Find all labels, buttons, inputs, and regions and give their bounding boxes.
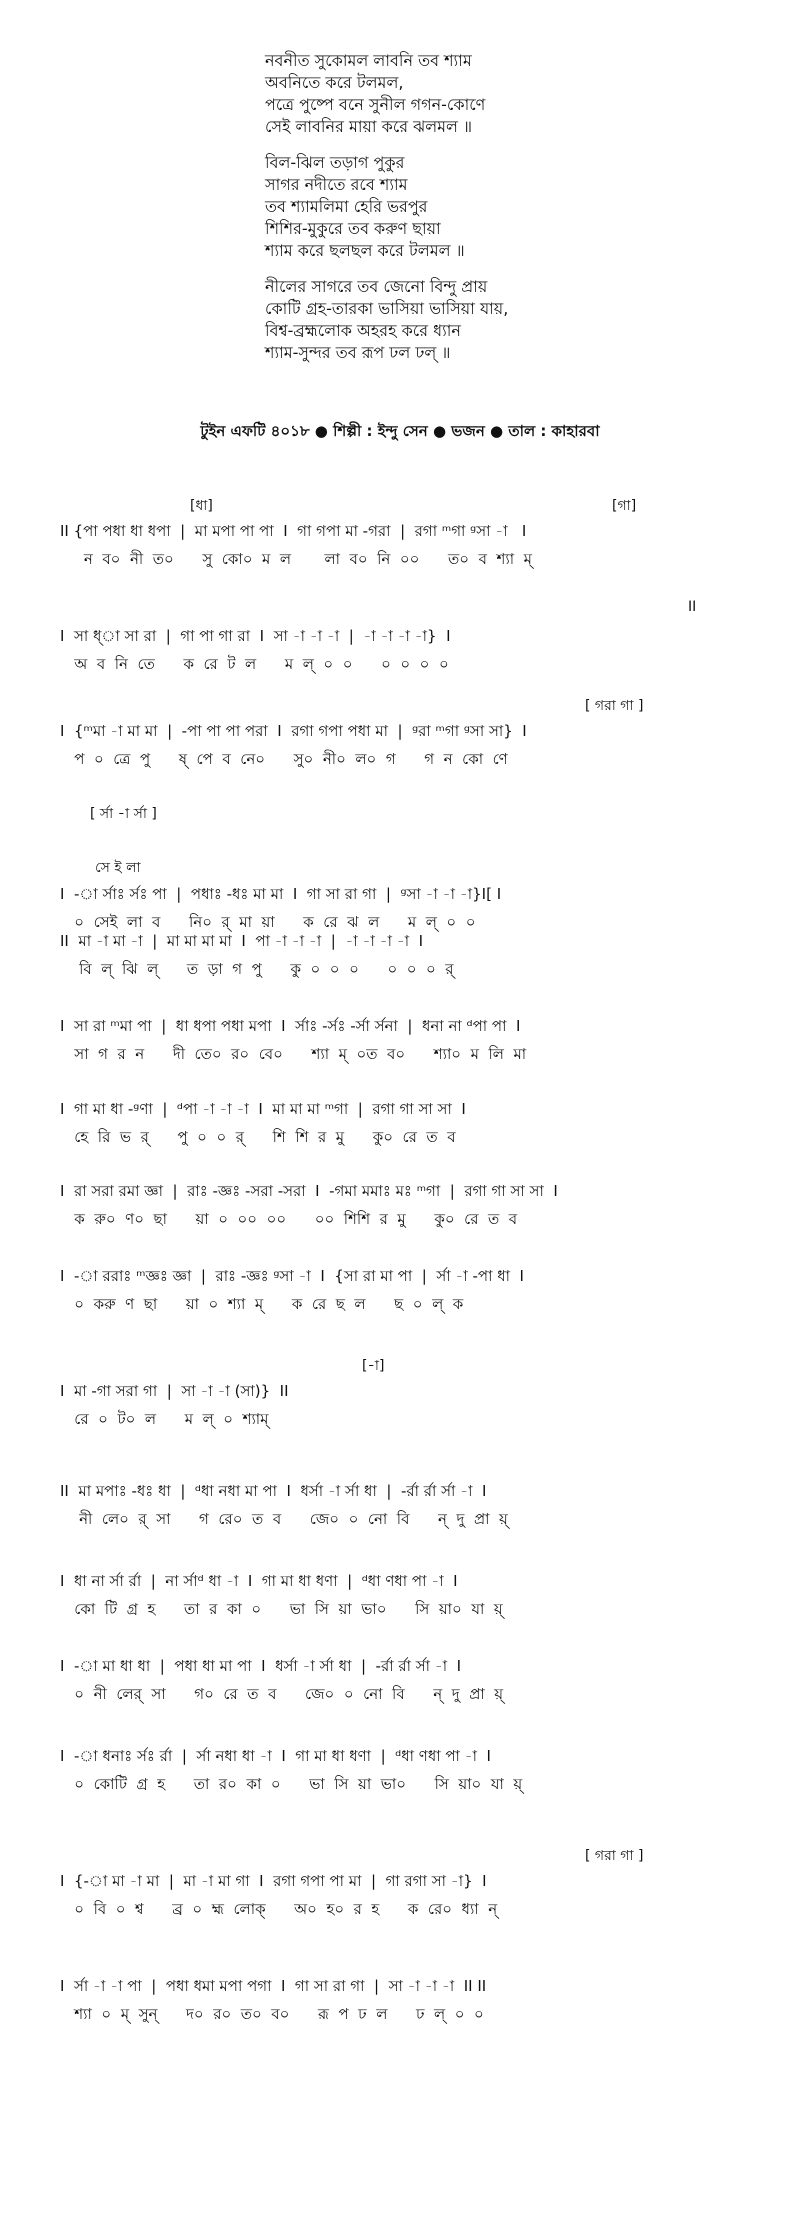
lyric-line: কোটি গ্রহ-তারকা ভাসিয়া ভাসিয়া যায়, [265, 299, 509, 318]
notation-annotation: [ধা] [190, 498, 213, 514]
syllable-line: হে রি ভ র্ পু ০ ০ র্ শি শি র মু কু০ রে ত ব [60, 1128, 456, 1146]
lyric-line: শ্যাম-সুন্দর তব রূপ ঢল ঢল্ ॥ [265, 343, 451, 362]
notation-row [0, 1480, 800, 1570]
swara-line: I গা মা ধা -ᵍণা | ᵈপা -া -া -া I মা মা মা ᵐগা | রগা গা সা সা I [60, 1100, 466, 1118]
stanza [265, 152, 685, 262]
syllable-line: নী লে০ র্ সা গ রে০ ত ব জে০ ০ নো বি ন্ দু প্রা য়্ [60, 1510, 508, 1528]
notation-row [0, 599, 800, 715]
swara-line: I -া র্সাঃ র্সঃ পা | পধাঃ -ধঃ মা মা I গা সা রা গা | ᵍসা -া -া -া}I[ I [60, 885, 502, 903]
swara-line: I -া ররাঃ ᵐজ্ঞঃ জ্ঞা | রাঃ -জ্ঞঃ ᵍসা -া I {সা রা মা পা | র্সা -া -পা ধা I [60, 1267, 524, 1285]
syllable-line: ০ নী লের্ সা গ০ রে ত ব জে০ ০ নো বি ন্ দু প্রা য়্ [60, 1685, 504, 1703]
syllable-line: ০ সেই লা ব নি০ র্ মা য়া ক রে ঝ ল ম ল্ ০ ০ [60, 913, 476, 931]
lyric-line: সেই লাবনির মায়া করে ঝলমল ॥ [265, 117, 473, 136]
swara-line: I ধা না র্সা র্রা | না র্সাᵈ ধা -া I গা মা ধা ধণা | ᵈধা ণধা পা -া I [60, 1572, 458, 1590]
notation-row [0, 1655, 800, 1745]
notation-row [0, 1015, 800, 1105]
lyrics-block [265, 50, 685, 378]
notation-row [0, 1745, 800, 1835]
swara-line: I র্সা -া -া পা | পধা ধমা মপা পগা I গা সা রা গা | সা -া -া -া II II [60, 1977, 487, 1995]
swara-line: I রা সরা রমা জ্ঞা | রাঃ -জ্ঞঃ -সরা -সরা I -গমা মমাঃ মঃ ᵐগা | রগা গা সা সা I [60, 1182, 558, 1200]
notation-row [0, 1180, 800, 1270]
swara-line: II {পা পধা ধা ধপা | মা মপা পা পা I গা গপা মা -গরা | রগা ᵐগা ᵍসা -া I [60, 522, 527, 540]
notation-annotation: [ গরা গা ] [585, 1848, 644, 1864]
notation-row [0, 1098, 800, 1188]
lyric-line: বিল-ঝিল তড়াগ পুকুর [265, 153, 405, 172]
swara-line: I সা ধ্া সা রা | গা পা গা রা I সা -া -া -া | -া -া -া -া} I [60, 627, 451, 645]
syllable-line: ০ কোটি গ্র হ তা র০ কা ০ ভা সি য়া ভা০ সি য়া০ যা য়্ [60, 1775, 523, 1793]
lyric-line: নীলের সাগরে তব জেনো বিন্দু প্রায় [265, 277, 488, 296]
swara-line: II মা -া মা -া | মা মা মা মা I পা -া -া -া | -া -া -া -া I [60, 932, 424, 950]
lyric-line: বিশ্ব-ব্রহ্মলোক অহরহ করে ধ্যান [265, 321, 461, 340]
notation-row [0, 698, 800, 810]
syllable-line: ন ব০ নী ত০ সু কো০ ম ল লা ব০ নি ০০ ত০ ব শ্যা ম্ [60, 550, 532, 568]
lyric-line: তব শ্যামলিমা হেরি ভরপুর [265, 197, 428, 216]
stanza [265, 276, 685, 364]
lyric-line: শিশির-মুকুরে তব করুণ ছায়া [265, 219, 441, 238]
syllable-line: কো টি গ্র হ তা র কা ০ ভা সি য়া ভা০ সি য়া০ যা য়্ [60, 1600, 503, 1618]
swara-line: I সা রা ᵐমা পা | ধা ধপা পধা মপা I র্সাঃ -র্সঃ -র্সা র্সনা | ধনা না ᵈপা পা I [60, 1017, 521, 1035]
swara-line: I {-া মা -া মা | মা -া মা গা I রগা গপা পা মা | গা রগা সা -া} I [60, 1872, 487, 1890]
notation-annotation: সে ই লা [95, 860, 141, 876]
swara-line: I মা -গা সরা গা | সা -া -া (সা)} II [60, 1382, 289, 1400]
notation-row [0, 498, 800, 610]
lyric-line: শ্যাম করে ছলছল করে টলমল ॥ [265, 241, 465, 260]
syllable-line: সা গ র ন দী তে০ র০ বে০ শ্যা ম্ ০ত ব০ শ্যা০ ম লি মা [60, 1045, 527, 1063]
swara-line: II মা মপাঃ -ধঃ ধা | ᵈধা নধা মা পা I ধর্সা -া র্সা ধা | -র্রা র্রা র্সা -া I [60, 1482, 487, 1500]
lyric-line: সাগর নদীতে রবে শ্যাম [265, 175, 408, 194]
notation-row [0, 1570, 800, 1660]
notation-row [0, 806, 800, 931]
syllable-line: শ্যা ০ ম্ সুন্ দ০ র০ ত০ ব০ রূ প ঢ ল ঢ ল্ ০ ০ [60, 2005, 484, 2023]
swara-line: I {ᵐমা -া মা মা | -পা পা পা পরা I রগা গপা পধা মা | ᵍরা ᵐগা ᵍসা সা} I [60, 722, 527, 740]
syllable-line: ০ করু ণ ছা য়া ০ শ্যা ম্ ক রে ছ ল ছ ০ ল্ ক [60, 1295, 464, 1313]
stanza [265, 50, 685, 138]
syllable-line: অ ব নি তে ক রে ট ল ম ল্ ০ ০ ০ ০ ০ ০ [60, 655, 449, 673]
lyric-line: পত্রে পুষ্পে বনে সুনীল গগন-কোণে [265, 95, 486, 114]
syllable-line: ০ বি ০ শ্ব ব্র ০ হ্ম লোক্ অ০ হ০ র হ ক রে০ ধ্যা ন্ [60, 1900, 498, 1918]
syllable-line: রে ০ ট০ ল ম ল্ ০ শ্যাম্ [60, 1410, 269, 1428]
syllable-line: বি ল্ ঝি ল্ ত ড়া গ পু কু ০ ০ ০ ০ ০ ০ র্ [60, 960, 454, 978]
notation-annotation: II [688, 599, 697, 615]
notation-row [0, 1975, 800, 2065]
notation-annotation: [-া] [362, 1358, 385, 1374]
notation-annotation: [গা] [612, 498, 637, 514]
notation-row [0, 1265, 800, 1355]
notation-annotation: [ র্সা -া র্সা ] [90, 806, 157, 822]
lyric-line: অবনিতে করে টলমল, [265, 73, 404, 92]
lyric-line: নবনীত সুকোমল লাবনি তব শ্যাম [265, 51, 472, 70]
swara-line: I -া মা ধা ধা | পধা ধা মা পা I ধর্সা -া র্সা ধা | -র্রা র্রা র্সা -া I [60, 1657, 462, 1675]
notation-row [0, 930, 800, 1020]
syllable-line: প ০ ত্রে পু ষ্ পে ব নে০ সু০ নী০ ল০ গ গ ন কো ণে [60, 750, 508, 768]
notation-row [0, 1848, 800, 1960]
song-info-title: টুইন এফটি ৪০১৮ ● শিল্পী : ইন্দু সেন ● ভজন ● তাল : কাহারবা [200, 422, 600, 440]
notation-row [0, 1358, 800, 1470]
notation-annotation: [ গরা গা ] [585, 698, 644, 714]
swara-line: I -া ধনাঃ র্সঃ র্রা | র্সা নধা ধা -া I গা মা ধা ধণা | ᵈধা ণধা পা -া I [60, 1747, 491, 1765]
syllable-line: ক রু০ ণ০ ছা য়া ০ ০০ ০০ ০০ শিশি র মু কু০ রে ত ব [60, 1210, 518, 1228]
